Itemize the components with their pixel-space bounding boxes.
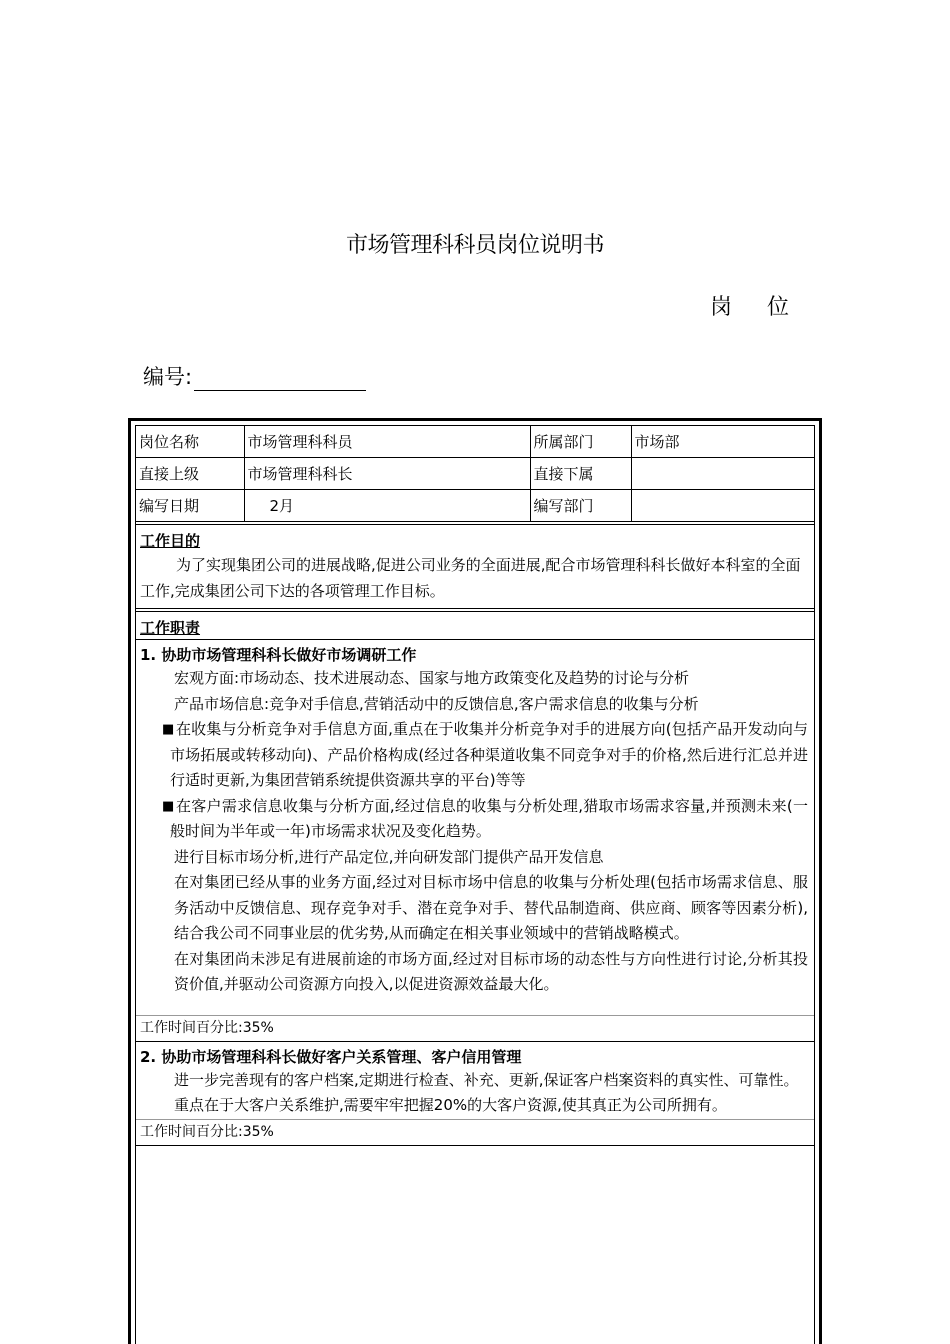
list-item [136, 666, 814, 692]
square-bullet-icon: ■ [162, 722, 175, 737]
info-table [136, 426, 814, 521]
list-item-text: 在客户需求信息收集与分析方面,经过信息的收集与分析处理,猎取市场需求容量,并预测未来(一般时间为半年或一年)市场需求状况及变化趋势。 [170, 796, 808, 840]
form-inner [135, 425, 815, 1344]
list-item [136, 692, 814, 718]
list-item-text: 重点在于大客户关系维护,需要牢牢把握20%的大客户资源,使其真正为公司所拥有。 [174, 1096, 727, 1114]
table-row [136, 458, 814, 490]
list-item [136, 947, 814, 998]
value-post-name: 市场管理科科员 [244, 426, 530, 458]
number-input-line [194, 368, 366, 391]
label-department: 所属部门 [530, 426, 631, 458]
duties-heading: 工作职责 [140, 619, 201, 637]
label-supervisor: 直接上级 [136, 458, 244, 490]
table-row [136, 490, 814, 522]
label-post-name: 岗位名称 [136, 426, 244, 458]
list-item-text: 在对集团尚未涉足有进展前途的市场方面,经过对目标市场的动态性与方向性进行讨论,分析其投资价值,并驱动公司资源方向投入,以促进资源效益最大化。 [174, 949, 808, 993]
purpose-heading: 工作目的 [140, 532, 201, 550]
list-item [136, 717, 814, 794]
label-date: 编写日期 [136, 490, 244, 522]
list-item [136, 845, 814, 871]
list-item [136, 1093, 814, 1119]
list-item [136, 1068, 814, 1094]
list-item-text: 进行目标市场分析,进行产品定位,并向研发部门提供产品开发信息 [174, 847, 604, 866]
duty-item-title: 2. 协助市场管理科科长做好客户关系管理、客户信用管理 [140, 1047, 522, 1066]
work-time-percentage: 工作时间百分比:35% [136, 1015, 814, 1042]
value-subordinate [631, 458, 814, 490]
purpose-text: 为了实现集团公司的进展战略,促进公司业务的全面进展,配合市场管理科科长做好本科室的全面工作,完成集团公司下达的各项管理工作目标。 [140, 556, 801, 600]
label-subordinate: 直接下属 [530, 458, 631, 490]
duty-item-title: 1. 协助市场管理科科长做好市场调研工作 [136, 639, 814, 666]
value-date: 2月 [244, 490, 530, 522]
list-item-text: 在对集团已经从事的业务方面,经过对目标市场中信息的收集与分析处理(包括市场需求信息、服务活动中反馈信息、现存竞争对手、潜在竞争对手、替代品制造商、供应商、顾客等因素分析),结合我公司不同事业层的优劣势,从而确定在相关事业领域中的营销战略模式。 [174, 873, 808, 942]
form-frame [128, 418, 822, 1344]
list-item-text: 宏观方面:市场动态、技术进展动态、国家与地方政策变化及趋势的讨论与分析 [174, 669, 690, 687]
list-item [136, 870, 814, 947]
list-item-text: 在收集与分析竞争对手信息方面,重点在于收集并分析竞争对手的进展方向(包括产品开发动向与市场拓展或转移动向)、产品价格构成(经过各种渠道收集不同竞争对手的价格,然后进行汇总并进行适时更新,为集团营销系统提供资源共享的平台)等等 [170, 720, 808, 789]
document-title: 市场管理科科员岗位说明书 [345, 233, 604, 258]
table-row [136, 426, 814, 458]
value-supervisor: 市场管理科科长 [244, 458, 530, 490]
list-item [136, 794, 814, 845]
number-row [143, 361, 366, 391]
label-writer-dept: 编写部门 [530, 490, 631, 522]
post-label: 岗 位 [710, 295, 803, 320]
work-time-percentage: 工作时间百分比:35% [136, 1119, 814, 1146]
value-writer-dept [631, 490, 814, 522]
square-bullet-icon: ■ [162, 798, 175, 814]
number-label: 编号: [143, 365, 193, 389]
value-department: 市场部 [631, 426, 814, 458]
list-item-text: 产品市场信息:竞争对手信息,营销活动中的反馈信息,客户需求信息的收集与分析 [174, 694, 699, 713]
list-item-text: 进一步完善现有的客户档案,定期进行检查、补充、更新,保证客户档案资料的真实性、可靠性。 [174, 1070, 799, 1089]
